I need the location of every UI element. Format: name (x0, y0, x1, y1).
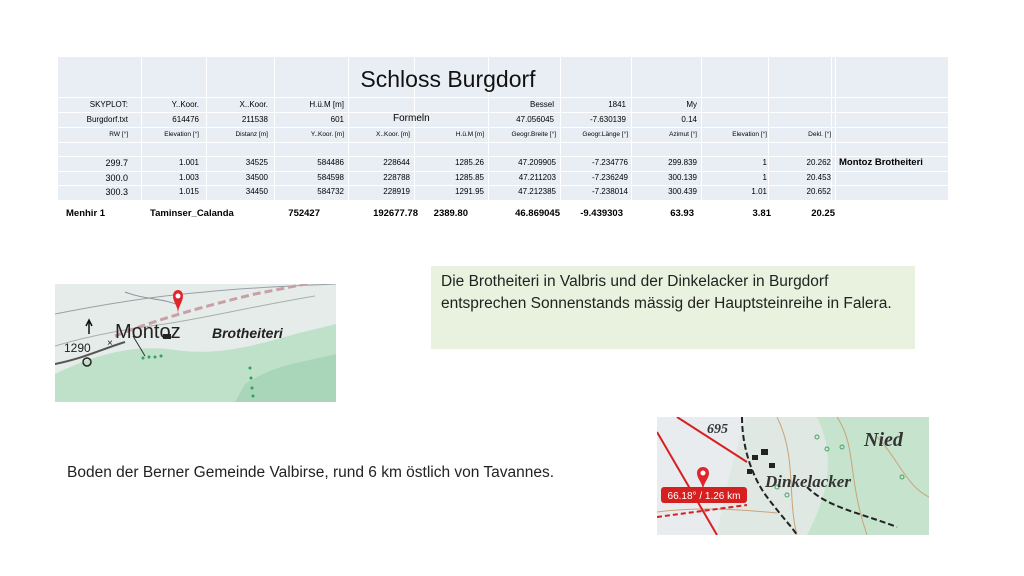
table-cell: 47.209905 (518, 158, 556, 167)
table-cell: 34500 (245, 172, 268, 182)
menhir-lon: -9.439303 (580, 208, 623, 219)
col-header: Geogr.Länge [°] (582, 131, 628, 138)
spreadsheet-panel (58, 57, 948, 200)
origin-y: 614476 (172, 115, 199, 124)
menhir-azimut: 63.93 (670, 208, 694, 219)
menhir-dekl: 20.25 (811, 208, 835, 219)
map-montoz (55, 284, 336, 402)
table-cell: 300.3 (105, 187, 128, 197)
origin-h: 601 (330, 115, 344, 124)
table-cell: 1.01 (751, 187, 767, 196)
col-header: Azimut [°] (669, 131, 697, 138)
menhir-h: 2389.80 (433, 208, 468, 219)
col-header: Elevation [°] (164, 131, 199, 138)
table-cell: 1285.26 (455, 158, 484, 167)
my-value: 0.14 (681, 115, 697, 124)
file-name: Burgdorf.txt (86, 115, 128, 124)
table-cell: 300.139 (668, 172, 697, 182)
sheet-title: Schloss Burgdorf (360, 66, 536, 92)
table-cell: 300.439 (668, 187, 697, 196)
info-callout: Die Brotheiteri in Valbris und der Dinkelacker in Burgdorf entsprechen Sonnenstands mässig der Hauptsteinreihe in Falera. (431, 266, 915, 349)
map1-elevation-label: 1290 (64, 341, 91, 355)
skyplot-label: SKYPLOT: (89, 100, 128, 109)
col-header: RW [°] (109, 131, 128, 138)
map2-partial-label: Nied (864, 429, 903, 451)
menhir-lat: 46.869045 (515, 208, 560, 219)
col-header: X..Koor. [m] (376, 131, 410, 138)
table-cell: 1291.95 (455, 187, 484, 196)
table-cell: 300.0 (105, 172, 128, 183)
y-koor-label: Y..Koor. (171, 100, 199, 109)
table-cell: 228788 (383, 172, 410, 182)
boden-caption: Boden der Berner Gemeinde Valbirse, rund 6 km östlich von Tavannes. (67, 464, 555, 481)
table-cell: 1 (762, 172, 767, 182)
row-note: Montoz Brotheiteri (839, 157, 923, 168)
table-cell: 1 (762, 158, 767, 167)
table-cell: 47.212385 (518, 187, 556, 196)
bessel-label: Bessel (529, 100, 554, 109)
origin-lat: 47.056045 (516, 115, 554, 124)
table-cell: -7.236249 (591, 172, 628, 182)
table-cell: 584732 (317, 187, 344, 196)
map1-place-label: Montoz (115, 321, 181, 343)
col-header: Y..Koor. [m] (310, 131, 344, 138)
table-cell: -7.238014 (591, 187, 628, 196)
col-header: Elevation [°] (732, 131, 767, 138)
my-label: My (686, 100, 697, 109)
table-cell: 20.453 (806, 172, 831, 182)
origin-lon: -7.630139 (589, 115, 626, 124)
table-cell: 1.015 (178, 187, 199, 196)
map2-place-label: Dinkelacker (765, 472, 851, 491)
table-cell: 299.7 (105, 158, 128, 168)
table-cell: 299.839 (668, 158, 697, 167)
col-header: Geogr.Breite [°] (511, 131, 556, 138)
table-cell: 228919 (383, 187, 410, 196)
menhir-name: Taminser_Calanda (150, 208, 234, 219)
table-cell: 1.003 (178, 172, 199, 182)
map-dinkelacker (657, 417, 929, 535)
menhir-y: 752427 (288, 208, 320, 219)
svg-text:×: × (107, 338, 113, 349)
table-cell: 20.652 (806, 187, 831, 196)
col-header: Dekl. [°] (808, 131, 831, 138)
table-cell: 1.001 (178, 158, 199, 167)
table-cell: -7.234776 (591, 158, 628, 167)
menhir-elevation: 3.81 (752, 208, 771, 219)
hum-label: H.ü.M [m] (309, 100, 344, 109)
table-cell: 584486 (317, 158, 344, 167)
formeln-label: Formeln (393, 113, 430, 124)
x-koor-label: X..Koor. (239, 100, 268, 109)
map1-brotheiteri-label: Brotheiteri (212, 325, 283, 341)
origin-x: 211538 (241, 115, 268, 124)
table-cell: 47.211203 (518, 172, 556, 182)
table-cell: 34525 (245, 158, 268, 167)
table-cell: 584598 (317, 172, 344, 182)
table-cell: 1285.85 (455, 172, 484, 182)
menhir-x: 192677.78 (373, 208, 418, 219)
distance-badge-text: 66.18° / 1.26 km (667, 491, 741, 502)
table-cell: 20.262 (806, 158, 831, 167)
year-value: 1841 (608, 100, 626, 109)
menhir-label: Menhir 1 (66, 208, 106, 219)
col-header: Distanz [m] (235, 131, 268, 138)
map2-number-label: 695 (707, 422, 728, 437)
table-cell: 228644 (383, 158, 410, 167)
col-header: H.ü.M [m] (455, 131, 484, 138)
table-cell: 34450 (245, 187, 268, 196)
